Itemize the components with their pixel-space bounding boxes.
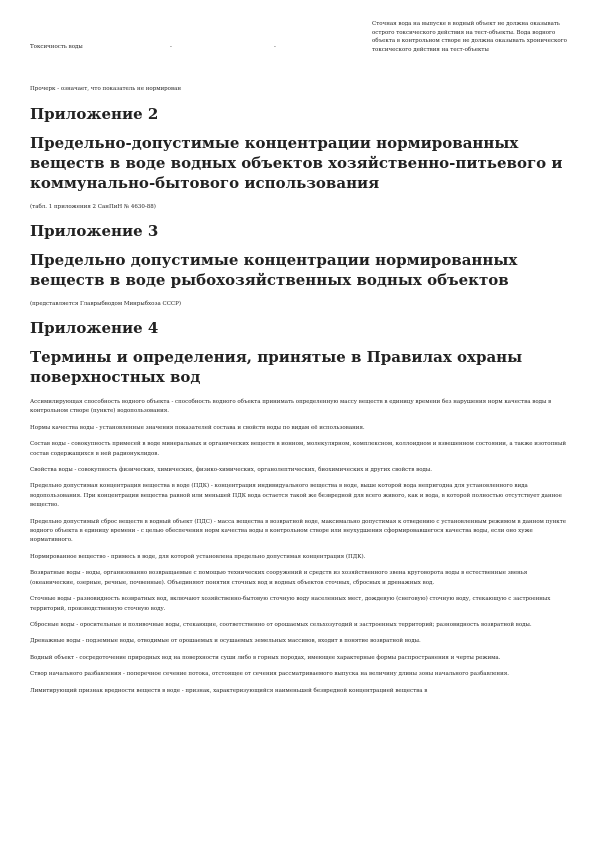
table-cell-value-2: - — [274, 44, 276, 50]
definition-paragraph: Ассимилирующая способность водного объекта - способность водного объекта принимать определенную массу веществ в единицу времени без нарушения норм качества воды в контрольном створе (пункте) водопользования. — [30, 399, 552, 415]
appendix-2-heading: Приложение 2 — [30, 105, 159, 123]
definition-paragraph: Состав воды - совокупность примесей в воде минеральных и органических веществ в ионном, молекулярном, комплексном, коллоидном и взвешенном состоянии, а также изотопный состав содержащихся в ней радионуклидов. — [30, 441, 566, 457]
definition-paragraph: Возвратные воды - воды, организованно возвращаемые с помощью технических сооружений и средств из хозяйственного звена круговорота воды в естественные звенья (океанические, озерные, речные, почвенные). Объединяют понятия сточных вод и водных объектов сточных, сбросных и дренажных вод. — [30, 570, 528, 586]
definition-paragraph: Сбросные воды - оросительные и поливочные воды, стекающие, соответственно от орошаемых сельхозугодий и застроенных территорий; разновидность возвратной воды. — [30, 621, 532, 628]
appendix-4-heading: Приложение 4 — [30, 319, 159, 337]
definition-paragraph: Нормы качества воды - установленные значения показателей состава и свойств воды по видам её использования. — [30, 424, 365, 431]
definition-paragraph: Дренажные воды - подземные воды, отводимые от орошаемых и осушаемых земельных массивов, входит в понятие возвратной воды. — [30, 638, 421, 645]
definition-paragraph: Лимитирующий признак вредности веществ в воде - признак, характеризующийся наименьшей безвредной концентрацией вещества в — [30, 687, 428, 694]
appendix-4-title: Термины и определения, принятые в Правилах охраны поверхностных вод — [30, 348, 523, 386]
appendix-2-source: (табл. 1 приложения 2 СанПиН № 4630-88) — [30, 204, 156, 210]
appendix-3-heading: Приложение 3 — [30, 222, 159, 240]
definition-paragraph: Свойства воды - совокупность физических, химических, физико-химических, органолептических, биохимических и других свойств воды. — [30, 467, 433, 474]
table-cell-parameter: Токсичность воды — [30, 44, 83, 50]
appendix-3-title: Предельно допустимые концентрации нормированных веществ в воде рыбохозяйственных водных объектов — [30, 251, 518, 289]
water-quality-table-row — [24, 18, 574, 80]
table-cell-value-1: - — [170, 44, 172, 50]
definition-paragraph: Предельно допустимый сброс веществ в водный объект (ПДС) - масса вещества в возвратной воде, максимально допустимая к отведению с установленным режимом в данном пункте водного объекта в единицу времени - с целью обеспечения норм качества воды в контрольном створе или неухудшения сформировавшегося качества воды, если оно хуже нормативного. — [30, 518, 566, 544]
definition-paragraph: Водный объект - сосредоточение природных вод на поверхности суши либо в горных породах, имеющее характерные формы распространения и черты режима. — [30, 654, 501, 661]
definition-paragraph: Предельно допустимая концентрация вещества в воде (ПДК) - концентрация индивидуального вещества в воде, выше которой вода непригодна для установленного вида водопользования. При концентрации вещества равной или меньшей ПДК вода остается такой же безвредной для всего живого, как и вода, в которой полностью отсутствует данное вещество. — [30, 483, 562, 509]
definition-paragraph: Нормированное вещество - примесь в воде, для которой установлена предельно допустимая концентрация (ПДК). — [30, 553, 366, 560]
table-footnote: Прочерк - означает, что показатель не нормирован — [30, 86, 182, 92]
definition-paragraph: Створ начального разбавления - поперечное сечение потока, отстоящее от сечения рассматриваемого выпуска на величину длины зоны начального разбавления. — [30, 671, 509, 678]
table-cell-requirement: Сточная вода на выпуске в водный объект не должна оказывать острого токсического действия на тест-объекты. Вода водного объекта в контрольном створе не должна оказывать хронического токсического действия на тест-объекты — [372, 21, 567, 53]
definition-paragraph: Сточные воды - разновидность возвратных вод, включают хозяйственно-бытовую сточную воду населенных мест, дождевую (снеговую) сточную воду, стекающую с застроенных территорий, производственную сточную воду. — [30, 596, 551, 612]
appendix-3-source: (представляется Главрыбводом Минрыбхоза СССР) — [30, 301, 181, 307]
appendix-2-title: Предельно-допустимые концентрации нормированных веществ в воде водных объектов хозяйственно-питьевого и коммунально-бытового использования — [30, 134, 563, 192]
document-body — [30, 104, 568, 696]
